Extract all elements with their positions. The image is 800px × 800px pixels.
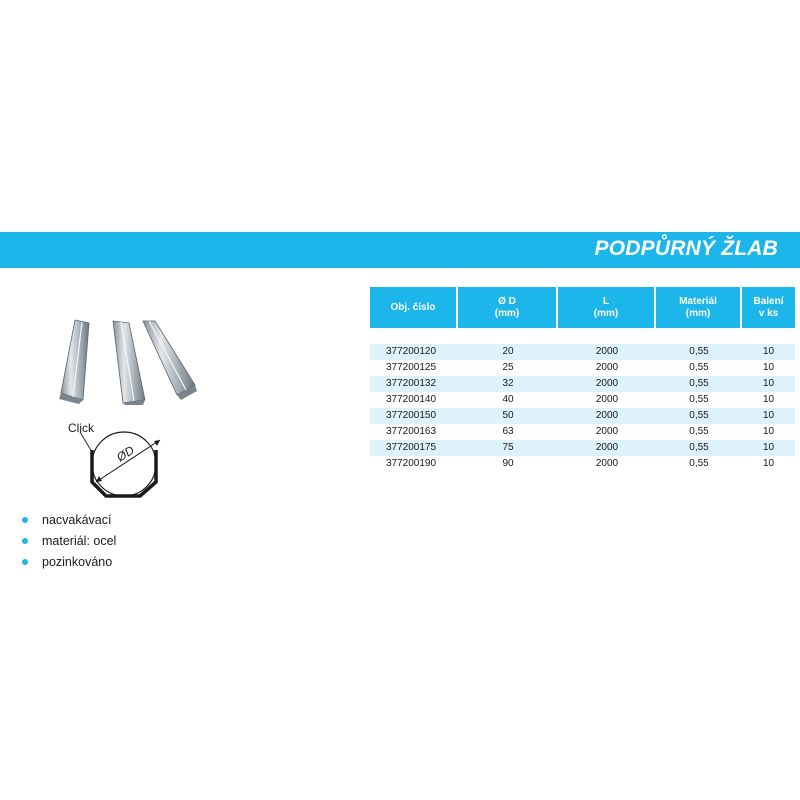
page-title: PODPŮRNÝ ŽLAB	[594, 237, 778, 260]
feature-item: materiál: ocel	[18, 531, 116, 552]
header-material: Materiál (mm)	[656, 287, 742, 328]
click-label: Click	[68, 421, 94, 435]
table-row: 377200190 90 2000 0,55 10	[386, 458, 775, 469]
feature-item: nacvakávací	[18, 510, 116, 531]
title-banner	[0, 232, 800, 268]
table-row: 377200125 25 2000 0,55 10	[386, 362, 775, 373]
feature-list	[18, 510, 116, 573]
table-header-row	[370, 287, 795, 328]
header-length: L (mm)	[558, 287, 656, 328]
table-row: 377200163 63 2000 0,55 10	[386, 426, 775, 437]
diameter-label: ØD	[114, 442, 137, 465]
cross-section-diagram	[60, 412, 180, 502]
bullet-icon	[22, 559, 28, 565]
header-diameter: Ø D (mm)	[458, 287, 558, 328]
product-photo	[55, 315, 205, 405]
header-package: Balení v ks	[742, 287, 795, 328]
table-row: 377200120 20 2000 0,55 10	[370, 344, 795, 360]
table-row: 377200132 32 2000 0,55 10	[370, 376, 795, 392]
bullet-icon	[22, 538, 28, 544]
bullet-icon	[22, 517, 28, 523]
table-row: 377200140 40 2000 0,55 10	[386, 394, 775, 405]
header-order-number: Obj. číslo	[370, 287, 458, 328]
feature-item: pozinkováno	[18, 552, 116, 573]
table-row: 377200175 75 2000 0,55 10	[370, 440, 795, 456]
table-row: 377200150 50 2000 0,55 10	[370, 408, 795, 424]
product-table	[370, 287, 795, 472]
